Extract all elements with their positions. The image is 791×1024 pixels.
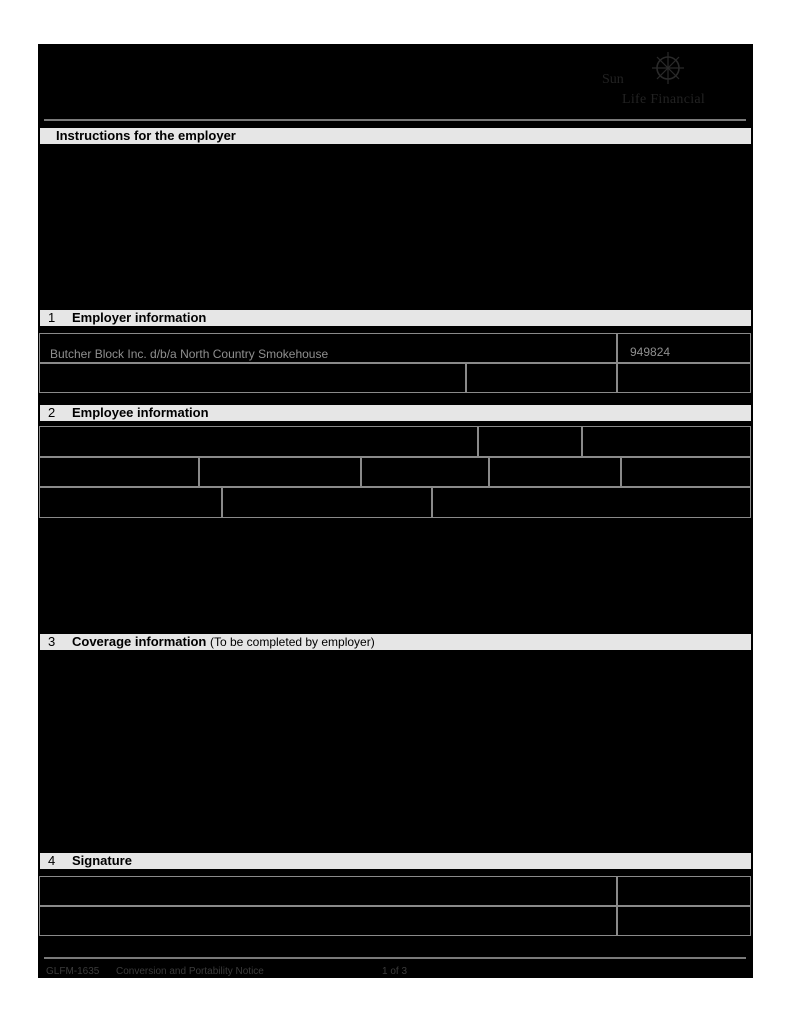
employer-name-value: Butcher Block Inc. d/b/a North Country Smokehouse [50, 347, 329, 361]
section-number: 4 [48, 853, 56, 868]
employee-city-field[interactable] [198, 456, 362, 488]
employee-zip-field[interactable] [488, 456, 622, 488]
logo-text-sun: Sun [602, 72, 624, 87]
section-title: Employee information [72, 405, 209, 420]
section-number: 2 [48, 405, 56, 420]
employee-birthdate-field[interactable] [477, 426, 583, 458]
employer-phone-field[interactable] [616, 362, 751, 393]
footer-rule [44, 957, 746, 959]
employee-id-field[interactable] [581, 426, 751, 458]
section-employee-header [40, 405, 751, 421]
employee-address-field[interactable] [39, 456, 200, 488]
employee-phone-field[interactable] [620, 456, 751, 488]
section-title: Signature [72, 853, 132, 868]
section-subtitle: (To be completed by employer) [209, 635, 375, 649]
signature-date-field[interactable] [616, 876, 751, 907]
header-rule [44, 119, 746, 121]
employee-email-field[interactable] [39, 486, 223, 518]
signature-field[interactable] [39, 876, 618, 907]
section-title: Employer information [72, 310, 207, 325]
section-title: Instructions for the employer [56, 128, 236, 143]
section-employer-header [40, 310, 751, 326]
sun-life-logo [600, 50, 752, 108]
footer-form-id: GLFM-1635 [46, 966, 100, 977]
section-number: 3 [48, 634, 56, 649]
section-coverage-header [40, 634, 751, 650]
signer-name-field[interactable] [39, 905, 618, 936]
section-title: Coverage information [72, 634, 207, 649]
logo-text-life-financial: Life Financial [622, 92, 706, 107]
employer-city-field[interactable] [465, 362, 618, 393]
footer-form-name: Conversion and Portability Notice [116, 966, 264, 977]
sun-icon [648, 50, 688, 90]
employee-state-field[interactable] [360, 456, 490, 488]
footer-page-number: 1 of 3 [382, 966, 408, 977]
section-signature-header [40, 853, 751, 869]
employer-address-field[interactable] [39, 362, 467, 393]
employee-reason-field[interactable] [431, 486, 751, 518]
form-page [38, 44, 753, 978]
employee-last-day-field[interactable] [221, 486, 433, 518]
signer-phone-field[interactable] [616, 905, 751, 936]
section-instructions-header [40, 128, 751, 144]
employee-name-field[interactable] [39, 426, 479, 458]
policy-number-value: 949824 [630, 345, 671, 359]
section-number: 1 [48, 310, 56, 325]
